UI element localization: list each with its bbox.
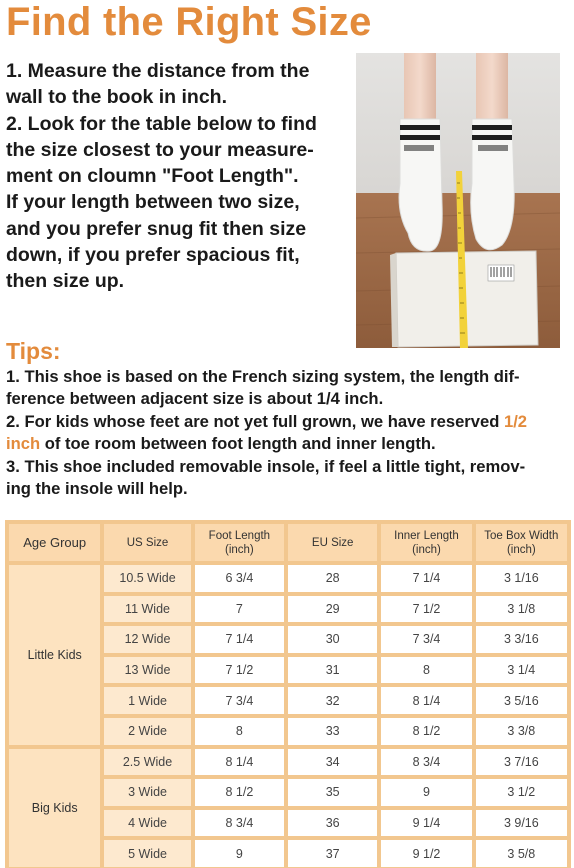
cell-toe-box-width: 3 7/16 — [474, 747, 569, 778]
instruction-line: the size closest to your measure- — [6, 138, 314, 161]
header-age-group: Age Group — [7, 522, 102, 563]
cell-eu-size: 28 — [286, 563, 379, 594]
cell-inner-length: 8 1/2 — [379, 716, 473, 747]
cell-us-size: 2.5 Wide — [102, 747, 192, 778]
instruction-line: down, if you prefer spacious fit, — [6, 244, 300, 267]
cell-eu-size: 29 — [286, 594, 379, 625]
tip-line — [6, 411, 571, 433]
cell-us-size: 3 Wide — [102, 777, 192, 808]
header-toe-box-width — [474, 522, 569, 563]
tip-line: ing the insole will help. — [6, 479, 188, 499]
cell-eu-size: 36 — [286, 808, 379, 839]
cell-toe-box-width: 3 1/4 — [474, 655, 569, 686]
cell-inner-length: 7 1/2 — [379, 594, 473, 625]
cell-toe-box-width: 3 1/8 — [474, 594, 569, 625]
instruction-line: and you prefer snug fit then size — [6, 217, 307, 240]
tip-line — [6, 433, 571, 455]
table-header-row — [7, 522, 569, 563]
cell-toe-box-width: 3 1/16 — [474, 563, 569, 594]
cell-eu-size: 34 — [286, 747, 379, 778]
cell-us-size: 5 Wide — [102, 838, 192, 868]
cell-inner-length: 8 1/4 — [379, 685, 473, 716]
cell-us-size: 12 Wide — [102, 624, 192, 655]
cell-foot-length: 8 — [193, 716, 286, 747]
age-group-big-kids: Big Kids — [7, 747, 102, 868]
cell-foot-length: 7 3/4 — [193, 685, 286, 716]
cell-toe-box-width: 3 1/2 — [474, 777, 569, 808]
cell-inner-length: 9 1/2 — [379, 838, 473, 868]
cell-us-size: 2 Wide — [102, 716, 192, 747]
tip-line: 1. This shoe is based on the French sizing system, the length dif- — [6, 367, 520, 386]
cell-foot-length: 7 1/4 — [193, 624, 286, 655]
cell-foot-length: 7 — [193, 594, 286, 625]
header-toe-box-unit: (inch) — [506, 543, 536, 556]
header-foot-length — [193, 522, 286, 563]
tip-highlight: 1/2 — [503, 411, 528, 431]
instruction-line: 1. Measure the distance from the — [6, 60, 310, 82]
cell-toe-box-width: 3 3/8 — [474, 716, 569, 747]
cell-toe-box-width: 3 3/16 — [474, 624, 569, 655]
cell-eu-size: 33 — [286, 716, 379, 747]
tip-line: ference between adjacent size is about 1/4 inch. — [6, 389, 384, 409]
age-group-little-kids: Little Kids — [7, 563, 102, 747]
page-title: Find the Right Size — [6, 0, 372, 44]
cell-eu-size: 32 — [286, 685, 379, 716]
cell-toe-box-width: 3 5/8 — [474, 838, 569, 868]
cell-us-size: 10.5 Wide — [102, 563, 192, 594]
tip-text: 2. For kids whose feet are not yet full grown, we have reserved — [6, 411, 504, 431]
cell-foot-length: 8 3/4 — [193, 808, 286, 839]
cell-inner-length: 9 — [379, 777, 473, 808]
cell-inner-length: 7 1/4 — [379, 563, 473, 594]
size-chart-table — [5, 520, 571, 868]
measurement-photo — [356, 53, 560, 348]
header-us-size: US Size — [102, 522, 192, 563]
tip-line: 3. This shoe included removable insole, if feel a little tight, remov- — [6, 456, 526, 476]
instruction-line: ment on cloumn "Foot Length". — [6, 165, 299, 188]
cell-inner-length: 7 3/4 — [379, 624, 473, 655]
tip-text: of toe room between foot length and inner length. — [40, 434, 436, 454]
cell-foot-length: 8 1/4 — [193, 747, 286, 778]
header-inner-length-label: Inner Length — [394, 529, 459, 542]
cell-eu-size: 31 — [286, 655, 379, 686]
cell-toe-box-width: 3 9/16 — [474, 808, 569, 839]
instruction-line: then size up. — [6, 270, 125, 293]
measurement-illustration — [356, 53, 560, 348]
tips-list — [6, 366, 571, 500]
header-inner-length-unit: (inch) — [412, 543, 441, 556]
instruction-line: If your length between two size, — [6, 191, 300, 214]
cell-foot-length: 8 1/2 — [193, 777, 286, 808]
cell-toe-box-width: 3 5/16 — [474, 685, 569, 716]
cell-inner-length: 8 — [379, 655, 473, 686]
header-inner-length — [379, 522, 473, 563]
header-toe-box-label: Toe Box Width — [484, 529, 559, 542]
cell-inner-length: 8 3/4 — [379, 747, 473, 778]
table-row — [7, 563, 569, 594]
cell-foot-length: 6 3/4 — [193, 563, 286, 594]
cell-foot-length: 7 1/2 — [193, 655, 286, 686]
header-foot-length-label: Foot Length — [208, 529, 271, 542]
cell-eu-size: 30 — [286, 624, 379, 655]
header-foot-length-unit: (inch) — [224, 543, 254, 556]
cell-us-size: 11 Wide — [102, 594, 192, 625]
cell-eu-size: 37 — [286, 838, 379, 868]
cell-foot-length: 9 — [193, 838, 286, 868]
cell-inner-length: 9 1/4 — [379, 808, 473, 839]
cell-us-size: 13 Wide — [102, 655, 192, 686]
tip-highlight: inch — [6, 434, 41, 454]
cell-eu-size: 35 — [286, 777, 379, 808]
instruction-line: 2. Look for the table below to find — [6, 112, 317, 135]
instructions — [6, 58, 346, 295]
tips-heading: Tips: — [6, 338, 61, 364]
header-eu-size: EU Size — [286, 522, 379, 563]
table-row — [7, 747, 569, 778]
instruction-line: wall to the book in inch. — [6, 86, 228, 109]
cell-us-size: 1 Wide — [102, 685, 192, 716]
cell-us-size: 4 Wide — [102, 808, 192, 839]
